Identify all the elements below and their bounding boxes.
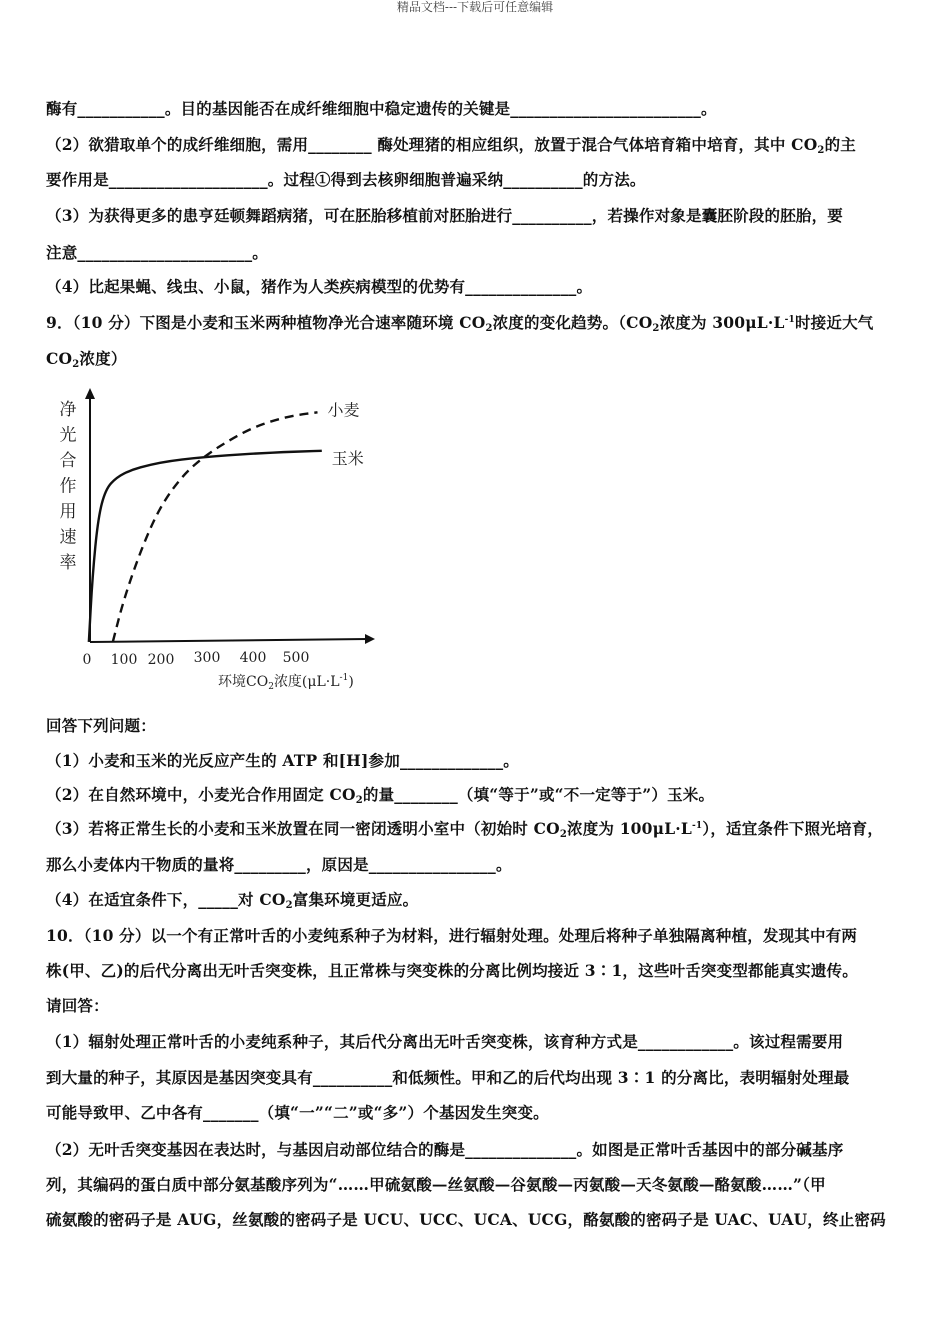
text-line: （1）小麦和玉米的光反应产生的 ATP 和[H]参加_____________。: [46, 751, 520, 770]
text-line: 请回答：: [46, 996, 109, 1015]
x-axis: [90, 639, 368, 642]
y-axis-label-char: 用: [59, 502, 77, 522]
text-line: 酶有___________。目的基因能否在成纤维细胞中稳定遗传的关键是________________________。: [46, 99, 717, 118]
text-line: 回答下列问题：: [46, 716, 156, 735]
text-line: （2）在自然环境中，小麦光合作用固定 $CO_2$的量________（填“等于”或“不一定等于”）玉米。: [46, 785, 715, 806]
x-tick-label: 400: [239, 650, 267, 666]
text-line: 9．（10 分）下图是小麦和玉米两种植物净光合速率随环境 $CO_2$浓度的变化趋势。（$CO_2$浓度为 $300\mu L\cdot L^{-1}$时接近大气: [46, 313, 874, 334]
text-line: 可能导致甲、乙中各有_______（填“一”“二”或“多”）个基因发生突变。: [46, 1103, 549, 1122]
series-label: 小麦: [327, 400, 360, 420]
text-line: 那么小麦体内干物质的量将_________，原因是________________。: [46, 855, 512, 874]
y-axis-label-char: 净: [59, 400, 77, 420]
text-line: （3）为获得更多的患亨廷顿舞蹈病猪，可在胚胎移植前对胚胎进行__________，若操作对象是囊胚阶段的胚胎，要: [46, 206, 843, 225]
text-line: （4）在适宜条件下，_____对 $CO_2$富集环境更适应。: [46, 890, 419, 911]
y-axis-label-char: 光: [59, 425, 77, 446]
text-line: $CO_2$浓度）: [46, 349, 127, 370]
y-axis-label-char: 率: [59, 553, 77, 573]
text-line: 要作用是____________________。过程①得到去核卵细胞普遍采纳__________的方法。: [46, 170, 646, 189]
y-axis-label-char: 速: [59, 527, 77, 548]
x-tick-label: 100: [110, 652, 138, 668]
x-tick-label: 0: [82, 652, 92, 668]
text-line: 到大量的种子，其原因是基因突变具有__________和低频性。甲和乙的后代均出现 3∶1 的分离比，表明辐射处理最: [46, 1068, 850, 1087]
x-axis-arrow: [365, 634, 375, 644]
text-line: （2）无叶舌突变基因在表达时，与基因启动部位结合的酶是______________。如图是正常叶舌基因中的部分碱基序: [46, 1140, 844, 1159]
page-header: 精品文档---下载后可任意编辑: [396, 0, 554, 14]
co2-chart: [50, 384, 390, 689]
series-label: 玉米: [331, 448, 364, 468]
x-tick-label: 300: [193, 650, 221, 666]
series-line-wheat: [113, 412, 318, 641]
series-line-corn: [89, 451, 322, 642]
text-line: 硫氨酸的密码子是 AUG，丝氨酸的密码子是 UCU、UCC、UCA、UCG，酪氨酸的密码子是 UAC、UAU，终止密码: [46, 1210, 886, 1229]
text-line: 列，其编码的蛋白质中部分氨基酸序列为“……甲硫氨酸—丝氨酸—谷氨酸—丙氨酸—天冬氨酸—酪氨酸……”（甲: [46, 1175, 826, 1194]
y-axis-label-char: 作: [59, 476, 77, 497]
text-line: （1）辐射处理正常叶舌的小麦纯系种子，其后代分离出无叶舌突变株，该育种方式是____________。该过程需要用: [46, 1032, 844, 1051]
y-axis-arrow: [85, 388, 95, 399]
text-line: （4）比起果蝇、线虫、小鼠，猪作为人类疾病模型的优势有______________。: [46, 277, 593, 296]
text-line: （3）若将正常生长的小麦和玉米放置在同一密闭透明小室中（初始时 $CO_2$浓度为 $100\mu L\cdot L^{-1}$），适宜条件下照光培育，: [46, 819, 884, 840]
text-line: 株(甲、乙)的后代分离出无叶舌突变株，且正常株与突变株的分离比例均接近 3∶1，这些叶舌突变型都能真实遗传。: [46, 961, 858, 980]
x-axis-label: 环境$CO_2$浓度$(\mu L\cdot L^{-1})$: [218, 673, 354, 689]
text-line: 注意______________________。: [46, 243, 269, 262]
x-tick-label: 200: [147, 652, 175, 668]
y-axis-label-char: 合: [59, 451, 77, 471]
text-line: 10．（10 分）以一个有正常叶舌的小麦纯系种子为材料，进行辐射处理。处理后将种子单独隔离种植，发现其中有两: [46, 926, 858, 945]
text-line: （2）欲猎取单个的成纤维细胞，需用________ 酶处理猪的相应组织，放置于混合气体培育箱中培育，其中 $CO_2$的主: [46, 135, 856, 156]
x-tick-label: 500: [282, 650, 310, 666]
